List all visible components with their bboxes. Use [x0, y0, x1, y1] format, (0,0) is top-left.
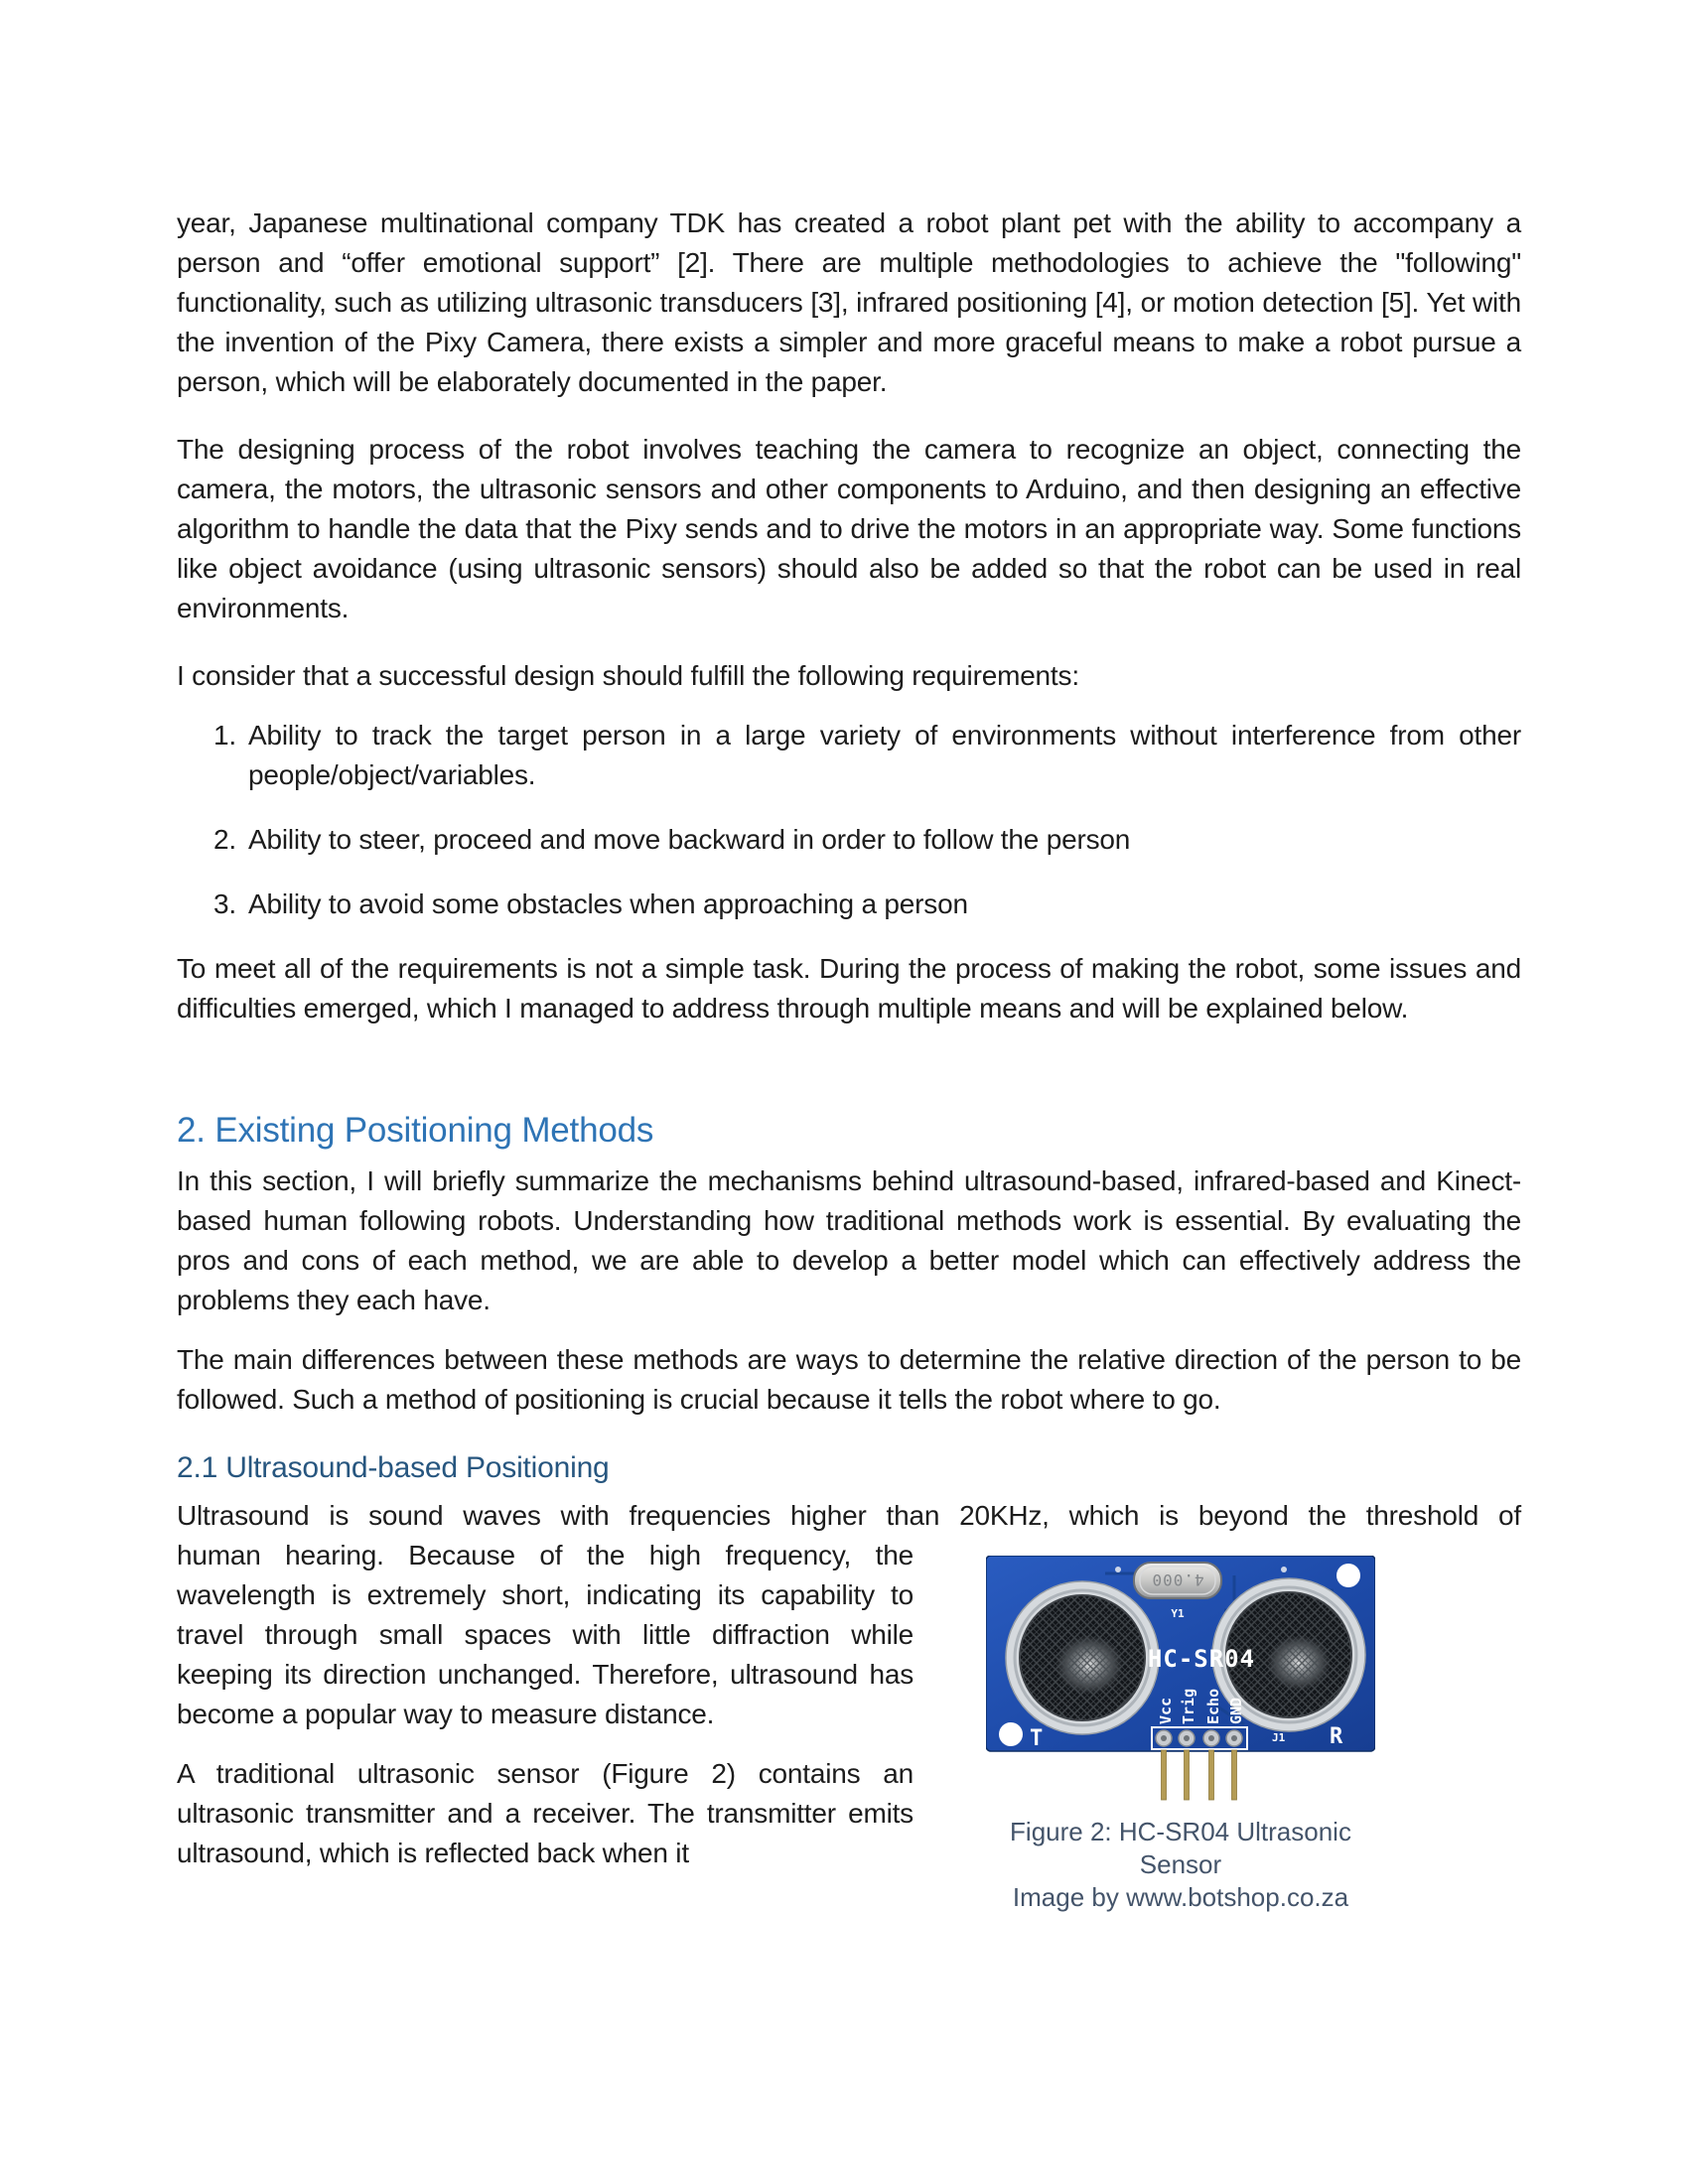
crystal-ref-label: Y1	[1171, 1607, 1185, 1620]
mounting-hole-bottom-left	[999, 1722, 1023, 1746]
paragraph-intro: year, Japanese multinational company TDK has created a robot plant pet with the ability to accompany a person and “offer emotional support” [2]. There are multiple methodologies to achieve the "following" functionality, such as utilizing ultrasonic transducers [3], infrared positioning [4], or motion detection [5]. Yet with the invention of the Pixy Camera, there exists a simpler and more graceful means to make a robot pursue a person, which will be elaborately documented in the paper.	[177, 207, 1521, 397]
figure-caption-line-2: Image by www.botshop.co.za	[1012, 1882, 1349, 1912]
text-and-figure-row	[177, 1536, 1521, 1914]
requirement-item-1	[177, 716, 1521, 795]
pin-label-gnd: GND	[1227, 1697, 1245, 1724]
pin-label-echo: Echo	[1204, 1688, 1222, 1724]
heading-section-2-1: 2.1 Ultrasound-based Positioning	[177, 1451, 610, 1484]
paragraph-requirements-lead: I consider that a successful design should fulfill the following requirements:	[177, 660, 1079, 691]
wrapped-text-column	[177, 1536, 914, 1893]
figure-caption-line-1: Figure 2: HC-SR04 Ultrasonic Sensor	[1010, 1817, 1351, 1879]
receiver-letter: R	[1330, 1724, 1343, 1749]
crystal-oscillator	[1134, 1563, 1221, 1598]
requirement-item-2	[177, 820, 1521, 860]
requirements-list	[177, 716, 1521, 924]
figure-2	[986, 1556, 1375, 1914]
requirement-text: Ability to track the target person in a large variety of environments without interference from other people/object/variables.	[248, 720, 1521, 790]
paragraph-section2-differences: The main differences between these methods are ways to determine the relative direction of the person to be followed. Such a method of positioning is crucial because it tells the robot where to go.	[177, 1344, 1521, 1415]
requirement-number: 1.	[213, 720, 236, 751]
paragraph-section2-summary: In this section, I will briefly summarize the mechanisms behind ultrasound-based, infrared-based and Kinect-based human following robots. Understanding how traditional methods work is essential. By evaluating the pros and cons of each method, we are able to develop a better model which can effectively address the problems they each have.	[177, 1165, 1521, 1315]
transmitter-transducer	[1006, 1581, 1159, 1734]
paragraph-meet-requirements: To meet all of the requirements is not a simple task. During the process of making the robot, some issues and difficulties emerged, which I managed to address through multiple means and will be explained below.	[177, 953, 1521, 1024]
figure-caption	[986, 1816, 1375, 1914]
requirement-text: Ability to steer, proceed and move backward in order to follow the person	[248, 824, 1131, 855]
transmitter-letter: T	[1030, 1726, 1044, 1751]
crystal-label: 4.000	[1151, 1570, 1204, 1589]
pin-label-vcc: Vcc	[1157, 1697, 1175, 1724]
model-label: HC-SR04	[1147, 1645, 1256, 1673]
paragraph-ultrasound-wrapped: human hearing. Because of the high frequency, the wavelength is extremely short, indicating its capability to travel through small spaces with little diffraction while keeping its direction unchanged. Therefore, ultrasound has become a popular way to measure distance.	[177, 1540, 914, 1729]
via-dot	[1115, 1567, 1121, 1572]
requirement-number: 2.	[213, 824, 236, 855]
paragraph-ultrasound-first-line: Ultrasound is sound waves with frequencies higher than 20KHz, which is beyond the threshold of	[177, 1500, 1521, 1531]
paragraph-design-process: The designing process of the robot involves teaching the camera to recognize an object, connecting the camera, the motors, the ultrasonic sensors and other components to Arduino, and then designing an effective algorithm to handle the data that the Pixy sends and to drive the motors in an appropriate way. Some functions like object avoidance (using ultrasonic sensors) should also be added so that the robot can be used in real environments.	[177, 434, 1521, 623]
header-pins	[1162, 1750, 1237, 1800]
pin-label-trig: Trig	[1180, 1688, 1197, 1724]
connector-label: J1	[1272, 1731, 1286, 1744]
requirement-text: Ability to avoid some obstacles when approaching a person	[248, 888, 968, 919]
figure-column	[986, 1536, 1375, 1914]
paragraph-traditional-sensor: A traditional ultrasonic sensor (Figure 2) contains an ultrasonic transmitter and a receiver. The transmitter emits ultrasound, which is reflected back when it	[177, 1758, 914, 1868]
heading-section-2: 2. Existing Positioning Methods	[177, 1111, 654, 1150]
requirement-item-3	[177, 885, 1521, 924]
via-dot	[1281, 1567, 1287, 1572]
requirement-number: 3.	[213, 888, 236, 919]
hc-sr04-sensor-image	[986, 1556, 1375, 1802]
mounting-hole-top-right	[1336, 1564, 1360, 1587]
